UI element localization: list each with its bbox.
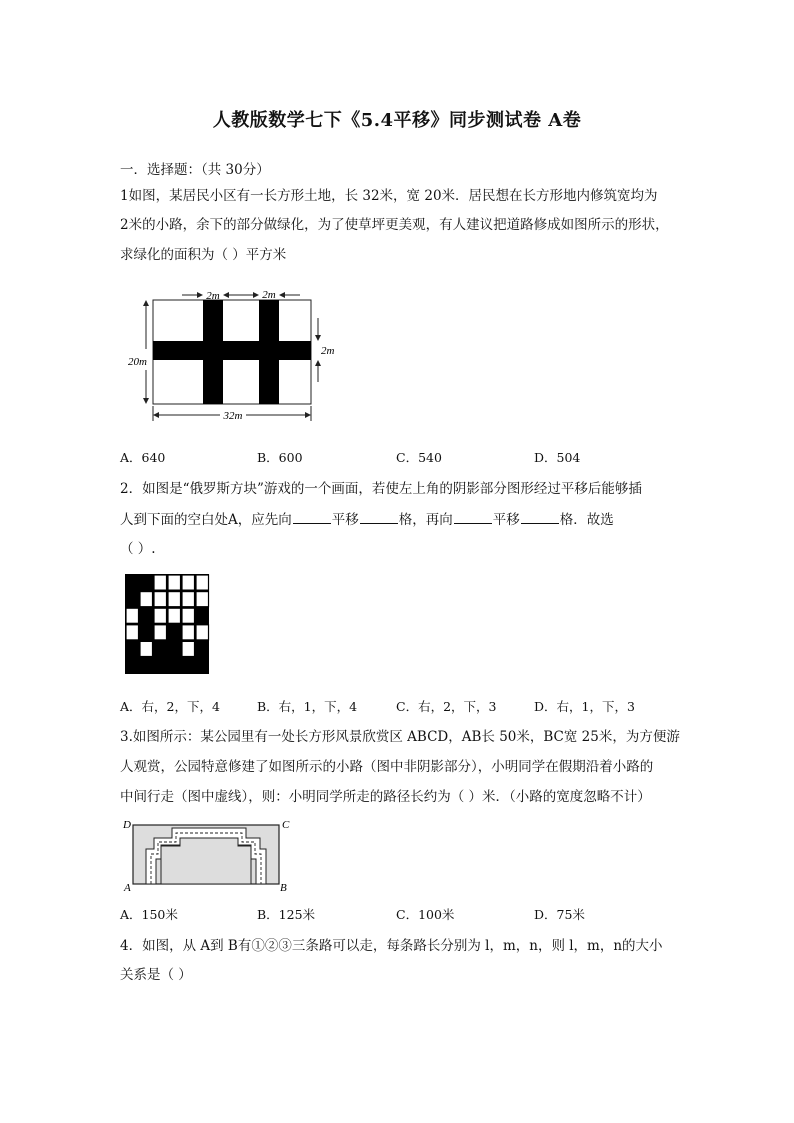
q3-option-d[interactable]: D．75米 — [534, 907, 585, 922]
q2-line-2: 人到下面的空白处A，应先向 平移 格，再向 平移 格．故选 — [120, 509, 614, 530]
q3-label-d: D — [123, 819, 131, 831]
q3-option-c[interactable]: C．100米 — [396, 907, 455, 922]
q1-option-b[interactable]: B．600 — [257, 450, 303, 465]
grid-cell-empty — [154, 575, 167, 590]
section-heading: 一．选择题：（共 30分） — [120, 162, 270, 178]
grid-cell-empty — [168, 608, 181, 623]
q2-option-c[interactable]: C．右，2，下，3 — [396, 699, 497, 714]
grid-cell-empty — [182, 608, 195, 623]
q2-blank-3[interactable] — [454, 509, 492, 524]
grid-cell-empty — [126, 625, 139, 640]
grid-cell-empty — [182, 575, 195, 590]
grid-cell-empty — [196, 575, 209, 590]
q1-option-a[interactable]: A．640 — [120, 450, 166, 465]
grid-cell-empty — [140, 641, 153, 656]
q1-line-2: 2米的小路，余下的部分做绿化，为了使草坪更美观，有人建议把道路修成如图所示的形状， — [120, 217, 669, 233]
q4-line-2: 关系是（ ） — [120, 967, 192, 983]
q2-blank-4[interactable] — [521, 509, 559, 524]
q2-line-3: （ ）. — [120, 541, 156, 557]
q1-fig-top-label-1: 2m — [206, 290, 220, 302]
grid-cell-empty — [168, 592, 181, 607]
q1-line-3: 求绿化的面积为（ ）平方米 — [120, 247, 287, 263]
q3-label-c: C — [282, 819, 290, 831]
grid-cell-empty — [154, 592, 167, 607]
q2-grid-marker: A — [143, 629, 151, 640]
grid-cell-empty — [168, 575, 181, 590]
q3-line-1: 3.如图所示：某公园里有一处长方形风景欣赏区 ABCD，AB长 50米，BC宽 25米，为方便游 — [120, 729, 680, 745]
q1-fig-bottom-label: 32m — [223, 410, 243, 422]
grid-cell-empty — [154, 625, 167, 640]
q3-line-2: 人观赏，公园特意修建了如图所示的小路（图中非阴影部分），小明同学在假期沿着小路的 — [120, 759, 654, 775]
q2-blank-2[interactable] — [360, 509, 398, 524]
q3-line-3: 中间行走（图中虚线），则：小明同学所走的路径长约为（ ）米．（小路的宽度忽略不计） — [120, 789, 651, 805]
q2-line-1: 2．如图是“俄罗斯方块”游戏的一个画面，若使左上角的阴影部分图形经过平移后能够插 — [120, 481, 642, 497]
q1-fig-right-label: 2m — [321, 345, 335, 357]
q2-tetris-grid — [125, 574, 210, 675]
q1-fig-left-label: 20m — [128, 356, 147, 368]
grid-cell-empty — [182, 641, 195, 656]
q4-line-1: 4．如图，从 A到 B有①②③三条路可以走，每条路长分别为 l，m，n，则 l，m，n的大小 — [120, 938, 663, 954]
q1-fig-top-label-2: 2m — [262, 289, 276, 301]
q3-label-b: B — [280, 882, 287, 894]
q2-blank-1[interactable] — [293, 509, 331, 524]
q2-option-a[interactable]: A．右，2，下，4 — [120, 699, 220, 714]
grid-cell-empty — [196, 592, 209, 607]
page-title: 人教版数学七下《5.4平移》同步测试卷 A卷 — [212, 110, 582, 131]
grid-cell-empty — [126, 608, 139, 623]
q3-label-a: A — [124, 882, 131, 894]
q1-option-c[interactable]: C．540 — [396, 450, 442, 465]
grid-cell-empty — [140, 592, 153, 607]
q1-figure — [120, 284, 340, 429]
q3-option-a[interactable]: A．150米 — [120, 907, 178, 922]
grid-cell-empty — [196, 625, 209, 640]
grid-cell-empty — [182, 625, 195, 640]
grid-cell-empty — [182, 592, 195, 607]
q3-figure — [120, 816, 295, 894]
q2-option-b[interactable]: B．右，1，下，4 — [257, 699, 358, 714]
q2-option-d[interactable]: D．右，1，下，3 — [534, 699, 635, 714]
grid-cell-empty — [154, 608, 167, 623]
q1-option-d[interactable]: D．504 — [534, 450, 581, 465]
q3-option-b[interactable]: B．125米 — [257, 907, 316, 922]
q1-line-1: 1如图，某居民小区有一长方形土地，长 32米，宽 20米．居民想在长方形地内修筑宽均为 — [120, 188, 658, 204]
